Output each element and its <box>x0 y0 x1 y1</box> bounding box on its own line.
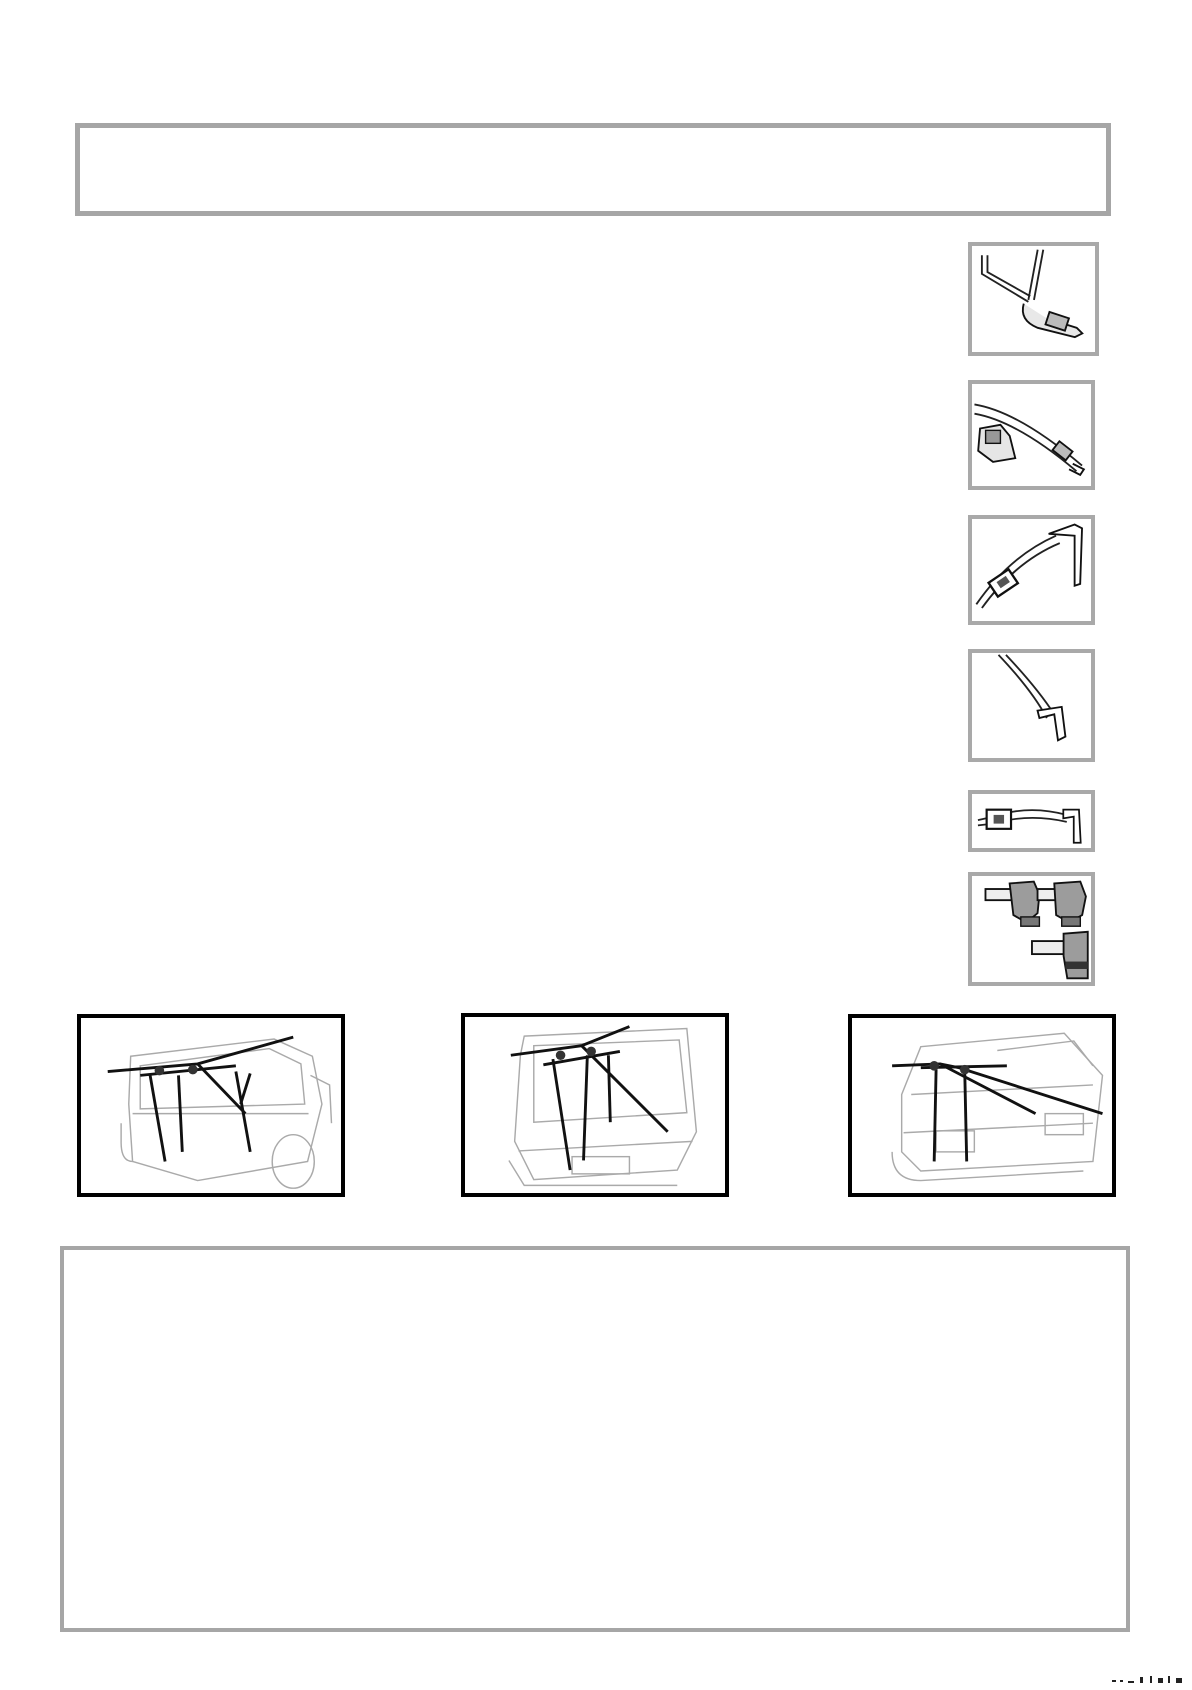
sedan-trunk-installation-icon <box>852 1018 1112 1193</box>
part-thumbnail-2 <box>968 380 1095 490</box>
installation-scene-sedan-trunk <box>848 1014 1116 1197</box>
installation-scene-station-wagon <box>461 1013 729 1197</box>
part-thumbnail-6 <box>968 872 1095 986</box>
notes-box <box>60 1246 1130 1632</box>
station-wagon-installation-icon <box>465 1017 725 1193</box>
part-thumbnail-3 <box>968 515 1095 625</box>
part-thumbnail-5 <box>968 790 1095 852</box>
installation-scene-hatchback <box>77 1014 345 1197</box>
upper-strap-with-hook-icon <box>972 246 1095 352</box>
title-box <box>75 123 1111 216</box>
side-strap-with-hook-icon <box>972 384 1091 486</box>
part-thumbnail-1 <box>968 242 1099 356</box>
hatchback-installation-icon <box>81 1018 341 1193</box>
short-strap-buckle-hook-icon <box>972 794 1091 848</box>
footer-marks <box>1110 1672 1192 1685</box>
strap-buckle-hook-icon <box>972 519 1091 621</box>
wheel-cradle-blocks-icon <box>972 876 1091 982</box>
lower-strap-hook-icon <box>972 653 1091 758</box>
part-thumbnail-4 <box>968 649 1095 762</box>
